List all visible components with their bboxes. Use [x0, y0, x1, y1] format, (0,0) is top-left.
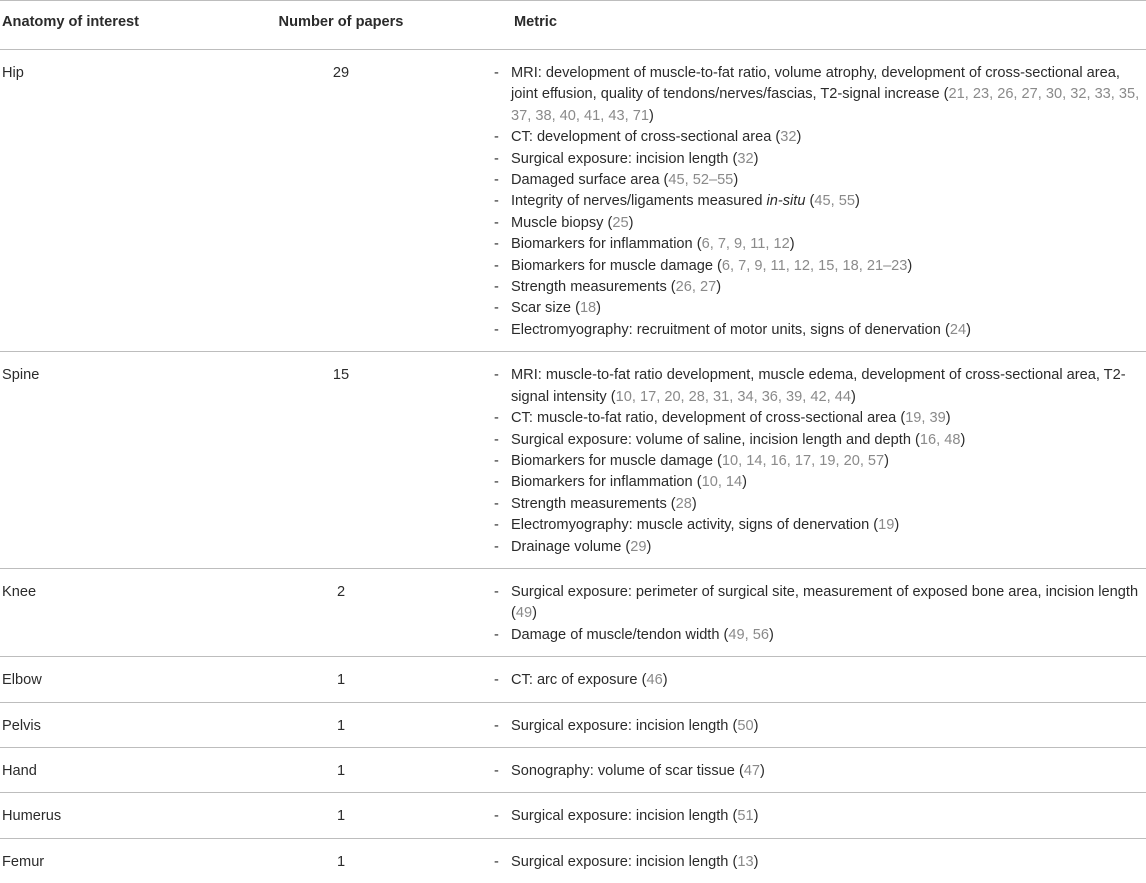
metric-item: [480, 472, 1144, 493]
table-body: [0, 50, 1146, 883]
metric-text: ): [649, 108, 654, 124]
metric-text: Surgical exposure: perimeter of surgical site, measurement of exposed bone area, incision length (: [511, 584, 1138, 621]
metric-cell: [480, 702, 1146, 747]
paper-count-cell: 2: [200, 568, 480, 656]
header-row: [0, 1, 1146, 50]
reference-numbers: 26, 27: [676, 279, 717, 295]
metric-item: [480, 625, 1144, 646]
bullet-dash: -: [480, 298, 511, 319]
metric-list: [480, 670, 1144, 691]
reference-numbers: 18: [580, 300, 596, 316]
reference-numbers: 24: [950, 322, 966, 338]
paper-count-cell: 1: [200, 657, 480, 702]
anatomy-cell: Knee: [0, 568, 200, 656]
metric-item: [480, 149, 1144, 170]
bullet-dash: -: [480, 582, 511, 603]
metric-item: [480, 852, 1144, 873]
reference-numbers: 29: [630, 539, 646, 555]
table-row: [0, 657, 1146, 702]
metric-text: ): [754, 808, 759, 824]
reference-numbers: 10, 14: [702, 474, 743, 490]
anatomy-cell: Humerus: [0, 793, 200, 838]
metric-text: Biomarkers for muscle damage (: [511, 453, 722, 469]
metric-text: Damaged surface area (: [511, 172, 668, 188]
header-number-of-papers: Number of papers: [200, 1, 480, 50]
metric-item: [480, 63, 1144, 127]
paper-count-cell: 1: [200, 702, 480, 747]
table-row: [0, 793, 1146, 838]
metric-item: [480, 582, 1144, 625]
bullet-dash: -: [480, 761, 511, 782]
metric-item: [480, 515, 1144, 536]
reference-numbers: 32: [737, 151, 753, 167]
bullet-dash: -: [480, 63, 511, 84]
reference-numbers: 10, 14, 16, 17, 19, 20, 57: [722, 453, 884, 469]
metric-text: ): [946, 410, 951, 426]
anatomy-cell: Hip: [0, 50, 200, 352]
metric-item: [480, 256, 1144, 277]
metric-cell: [480, 838, 1146, 883]
metric-text: Sonography: volume of scar tissue (: [511, 763, 744, 779]
reference-numbers: 50: [737, 718, 753, 734]
metric-text: ): [596, 300, 601, 316]
bullet-dash: -: [480, 852, 511, 873]
table-row: [0, 838, 1146, 883]
metric-text: ): [851, 389, 856, 405]
metric-text: Surgical exposure: incision length (: [511, 854, 737, 870]
metric-item: [480, 320, 1144, 341]
metric-list: [480, 761, 1144, 782]
italic-text: in-situ: [767, 193, 806, 209]
metric-text: Surgical exposure: incision length (: [511, 808, 737, 824]
metric-text: ): [855, 193, 860, 209]
bullet-dash: -: [480, 256, 511, 277]
metric-list: [480, 716, 1144, 737]
bullet-dash: -: [480, 494, 511, 515]
metric-text: Strength measurements (: [511, 496, 676, 512]
bullet-dash: -: [480, 170, 511, 191]
metric-item: [480, 408, 1144, 429]
metric-text: Surgical exposure: volume of saline, incision length and depth (: [511, 432, 920, 448]
reference-numbers: 19: [878, 517, 894, 533]
metric-cell: [480, 352, 1146, 569]
reference-numbers: 49: [516, 605, 532, 621]
metric-text: Damage of muscle/tendon width (: [511, 627, 728, 643]
metric-text: ): [754, 854, 759, 870]
metric-text: ): [760, 763, 765, 779]
bullet-dash: -: [480, 365, 511, 386]
bullet-dash: -: [480, 191, 511, 212]
metric-text: Surgical exposure: incision length (: [511, 151, 737, 167]
paper-count-cell: 29: [200, 50, 480, 352]
metric-text: ): [754, 151, 759, 167]
table-row: [0, 50, 1146, 352]
reference-numbers: 51: [737, 808, 753, 824]
metric-item: [480, 170, 1144, 191]
metric-text: CT: arc of exposure (: [511, 672, 646, 688]
metric-cell: [480, 793, 1146, 838]
reference-numbers: 25: [612, 215, 628, 231]
metric-text: ): [884, 453, 889, 469]
reference-numbers: 21, 23, 26, 27, 30, 32, 33, 35, 37, 38, 40, 41, 43, 71: [511, 86, 1139, 123]
bullet-dash: -: [480, 127, 511, 148]
reference-numbers: 6, 7, 9, 11, 12: [702, 236, 790, 252]
table-row: [0, 702, 1146, 747]
reference-numbers: 13: [737, 854, 753, 870]
bullet-dash: -: [480, 277, 511, 298]
reference-numbers: 47: [744, 763, 760, 779]
metric-list: [480, 852, 1144, 873]
metric-text: Biomarkers for inflammation (: [511, 236, 702, 252]
paper-count-cell: 1: [200, 747, 480, 792]
metric-text: ): [797, 129, 802, 145]
metric-cell: [480, 568, 1146, 656]
metric-cell: [480, 747, 1146, 792]
reference-numbers: 46: [646, 672, 662, 688]
metric-text: ): [663, 672, 668, 688]
bullet-dash: -: [480, 806, 511, 827]
metric-text: ): [532, 605, 537, 621]
metric-item: [480, 537, 1144, 558]
anatomy-cell: Hand: [0, 747, 200, 792]
table-row: [0, 747, 1146, 792]
metric-list: [480, 582, 1144, 646]
reference-numbers: 45, 52–55: [668, 172, 733, 188]
metric-text: ): [629, 215, 634, 231]
bullet-dash: -: [480, 625, 511, 646]
metric-item: [480, 670, 1144, 691]
bullet-dash: -: [480, 451, 511, 472]
metric-item: [480, 806, 1144, 827]
metric-list: [480, 63, 1144, 341]
anatomy-cell: Pelvis: [0, 702, 200, 747]
metric-text: Scar size (: [511, 300, 580, 316]
metric-item: [480, 298, 1144, 319]
metric-item: [480, 451, 1144, 472]
metric-text: ): [692, 496, 697, 512]
reference-numbers: 19, 39: [905, 410, 946, 426]
bullet-dash: -: [480, 430, 511, 451]
metric-text: Strength measurements (: [511, 279, 676, 295]
metric-text: Electromyography: recruitment of motor units, signs of denervation (: [511, 322, 950, 338]
bullet-dash: -: [480, 213, 511, 234]
metric-text: ): [769, 627, 774, 643]
metric-text: Biomarkers for muscle damage (: [511, 258, 722, 274]
anatomy-cell: Femur: [0, 838, 200, 883]
bullet-dash: -: [480, 670, 511, 691]
metric-cell: [480, 657, 1146, 702]
bullet-dash: -: [480, 408, 511, 429]
metric-item: [480, 761, 1144, 782]
metric-text: ): [966, 322, 971, 338]
metric-text: ): [754, 718, 759, 734]
metric-text: Biomarkers for inflammation (: [511, 474, 702, 490]
anatomy-cell: Elbow: [0, 657, 200, 702]
metric-text: ): [646, 539, 651, 555]
metric-text: Electromyography: muscle activity, signs of denervation (: [511, 517, 878, 533]
reference-numbers: 10, 17, 20, 28, 31, 34, 36, 39, 42, 44: [616, 389, 851, 405]
metric-text: MRI: development of muscle-to-fat ratio, volume atrophy, development of cross-sectional area, joint effusion, quality of tendons/nerves/fascias, T2-signal increase (: [511, 65, 1120, 102]
metric-item: [480, 213, 1144, 234]
metric-text: ): [790, 236, 795, 252]
metric-item: [480, 430, 1144, 451]
metric-item: [480, 365, 1144, 408]
bullet-dash: -: [480, 149, 511, 170]
bullet-dash: -: [480, 515, 511, 536]
metric-text: CT: development of cross-sectional area (: [511, 129, 780, 145]
table-row: [0, 568, 1146, 656]
bullet-dash: -: [480, 716, 511, 737]
metric-text: ): [733, 172, 738, 188]
metric-item: [480, 234, 1144, 255]
reference-numbers: 28: [676, 496, 692, 512]
metric-cell: [480, 50, 1146, 352]
metric-text: ): [716, 279, 721, 295]
metric-item: [480, 494, 1144, 515]
metric-text: (: [805, 193, 814, 209]
metric-text: ): [742, 474, 747, 490]
metric-text: Muscle biopsy (: [511, 215, 612, 231]
metric-item: [480, 277, 1144, 298]
metric-text: Surgical exposure: incision length (: [511, 718, 737, 734]
metric-item: [480, 127, 1144, 148]
anatomy-cell: Spine: [0, 352, 200, 569]
reference-numbers: 16, 48: [920, 432, 961, 448]
metric-item: [480, 716, 1144, 737]
reference-numbers: 49, 56: [728, 627, 769, 643]
bullet-dash: -: [480, 234, 511, 255]
reference-numbers: 32: [780, 129, 796, 145]
metric-list: [480, 806, 1144, 827]
metric-text: ): [894, 517, 899, 533]
metric-item: [480, 191, 1144, 212]
table-row: [0, 352, 1146, 569]
paper-count-cell: 15: [200, 352, 480, 569]
reference-numbers: 45, 55: [814, 193, 855, 209]
header-metric: Metric: [480, 1, 1146, 50]
metric-list: [480, 365, 1144, 558]
bullet-dash: -: [480, 537, 511, 558]
metric-text: ): [907, 258, 912, 274]
metric-text: MRI: muscle-to-fat ratio development, muscle edema, development of cross-sectional area, T2-signal intensity (: [511, 367, 1126, 404]
metric-text: CT: muscle-to-fat ratio, development of cross-sectional area (: [511, 410, 905, 426]
paper-count-cell: 1: [200, 838, 480, 883]
bullet-dash: -: [480, 472, 511, 493]
metric-text: Drainage volume (: [511, 539, 630, 555]
metric-text: ): [960, 432, 965, 448]
metric-text: Integrity of nerves/ligaments measured: [511, 193, 767, 209]
paper-count-cell: 1: [200, 793, 480, 838]
bullet-dash: -: [480, 320, 511, 341]
reference-numbers: 6, 7, 9, 11, 12, 15, 18, 21–23: [722, 258, 908, 274]
header-anatomy: Anatomy of interest: [0, 1, 200, 50]
